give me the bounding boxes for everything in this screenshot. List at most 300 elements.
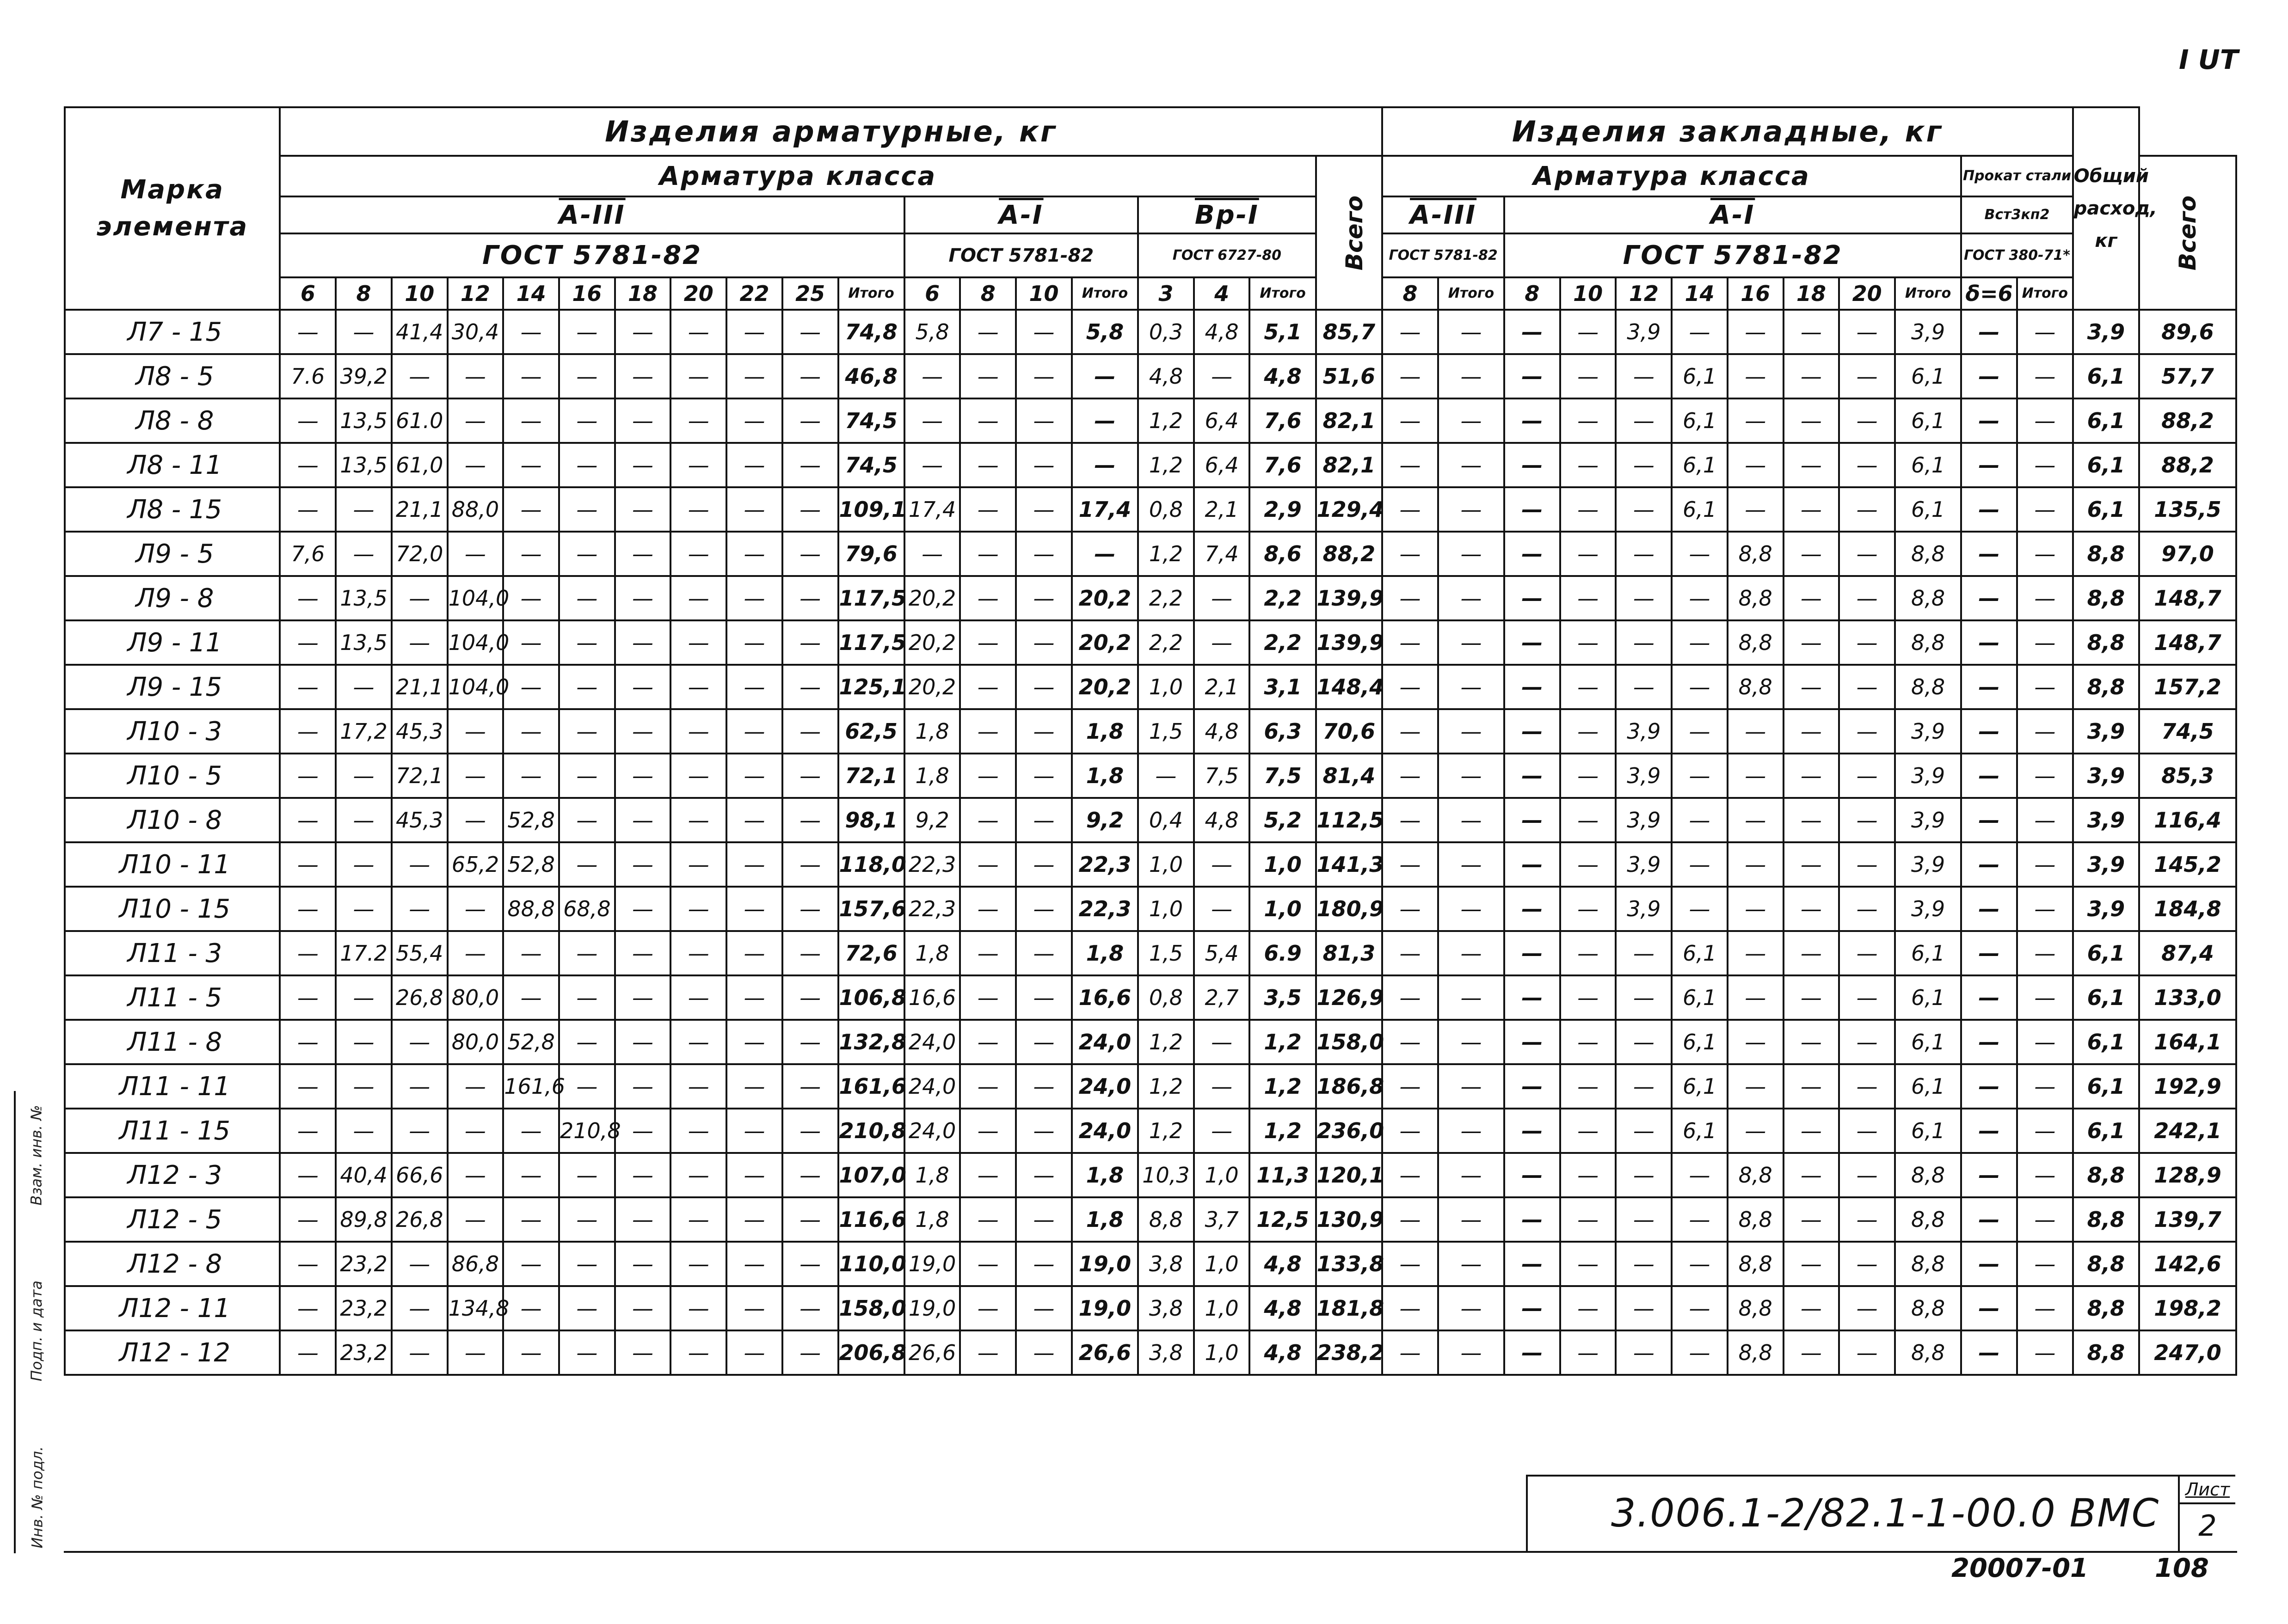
table-cell: 55,4 (392, 931, 448, 975)
table-cell: 6,1 (2073, 1109, 2139, 1153)
table-cell: — (1961, 443, 2017, 487)
table-cell: — (1560, 620, 1616, 665)
table-cell: — (2017, 1197, 2073, 1242)
table-cell: — (1194, 1064, 1250, 1109)
table-cell: 46,8 (838, 354, 904, 398)
table-cell: 6,1 (2073, 443, 2139, 487)
table-cell: — (1616, 1242, 1672, 1286)
table-cell: — (1728, 754, 1784, 798)
table-cell: — (1016, 975, 1072, 1020)
table-cell: 17,4 (1072, 487, 1138, 532)
table-cell: — (670, 931, 726, 975)
table-cell: — (1016, 887, 1072, 931)
sheet-label: Лист (2180, 1477, 2235, 1504)
table-cell: — (1672, 665, 1728, 709)
table-cell: — (1961, 798, 2017, 842)
table-cell: — (1616, 354, 1672, 398)
table-cell: — (280, 1330, 336, 1375)
table-cell: — (615, 1286, 671, 1330)
table-cell: 1,8 (1072, 754, 1138, 798)
table-cell: 7,6 (1249, 398, 1316, 443)
table-cell: — (1504, 798, 1560, 842)
table-cell: — (1438, 1242, 1504, 1286)
table-cell: — (2017, 975, 2073, 1020)
table-cell: 5,4 (1194, 931, 1250, 975)
table-cell: 3,9 (1616, 842, 1672, 887)
table-cell: — (1016, 1242, 1072, 1286)
table-cell: 81,4 (1316, 754, 1382, 798)
table-cell: — (1382, 842, 1438, 887)
table-cell: 72,6 (838, 931, 904, 975)
table-cell: — (448, 887, 504, 931)
table-cell: — (336, 1109, 392, 1153)
table-cell: — (2017, 709, 2073, 754)
table-cell: — (1382, 931, 1438, 975)
gost-6727-header: ГОСТ 6727-80 (1138, 233, 1316, 277)
table-cell: 88,2 (1316, 532, 1382, 576)
element-mark: Л10 - 15 (65, 887, 280, 931)
table-cell: — (1504, 576, 1560, 620)
table-cell: — (782, 443, 838, 487)
table-cell: — (960, 931, 1016, 975)
table-cell: 22,3 (904, 842, 960, 887)
table-cell: 112,5 (1316, 798, 1382, 842)
table-cell: 116,6 (838, 1197, 904, 1242)
table-cell: 8,8 (2073, 1286, 2139, 1330)
table-cell: — (1560, 842, 1616, 887)
table-cell: 161,6 (838, 1064, 904, 1109)
table-cell: 1,5 (1138, 931, 1194, 975)
table-cell: — (1438, 354, 1504, 398)
table-cell: — (726, 1242, 782, 1286)
table-cell: — (503, 975, 559, 1020)
table-cell: — (1839, 1020, 1895, 1064)
table-cell: 65,2 (448, 842, 504, 887)
table-cell: — (559, 443, 615, 487)
table-cell: — (670, 620, 726, 665)
table-cell: 1,2 (1138, 532, 1194, 576)
table-cell: — (726, 798, 782, 842)
a3-size-2: 10 (392, 277, 448, 310)
table-cell: — (336, 487, 392, 532)
table-cell: — (1839, 1109, 1895, 1153)
table-row (65, 1153, 2236, 1197)
table-cell: 6,1 (1895, 975, 1961, 1020)
table-cell: — (448, 754, 504, 798)
table-cell: 23,2 (336, 1286, 392, 1330)
a1-size-3: Итого (1072, 277, 1138, 310)
table-cell: — (1784, 709, 1839, 754)
table-cell: 2,2 (1249, 576, 1316, 620)
table-cell: — (1504, 1020, 1560, 1064)
table-cell: — (1382, 1197, 1438, 1242)
table-cell: — (2017, 354, 2073, 398)
table-cell: — (960, 709, 1016, 754)
table-cell: — (1560, 754, 1616, 798)
table-cell: — (1504, 620, 1560, 665)
table-cell: 2,1 (1194, 665, 1250, 709)
table-cell: — (615, 931, 671, 975)
table-cell: — (1784, 1242, 1839, 1286)
table-cell: — (1839, 487, 1895, 532)
table-cell: — (1382, 443, 1438, 487)
table-cell: — (392, 842, 448, 887)
table-cell: 22,3 (1072, 842, 1138, 887)
table-cell: — (392, 1064, 448, 1109)
table-cell: — (670, 1020, 726, 1064)
a3-size-6: 18 (615, 277, 671, 310)
table-cell: — (1438, 1286, 1504, 1330)
table-cell: 1,8 (904, 709, 960, 754)
table-cell: — (2017, 665, 2073, 709)
table-cell: — (1560, 1020, 1616, 1064)
table-cell: — (1784, 798, 1839, 842)
table-cell: 4,8 (1194, 798, 1250, 842)
table-cell: 26,8 (392, 1197, 448, 1242)
table-cell: 23,2 (336, 1330, 392, 1375)
table-cell: — (726, 354, 782, 398)
table-cell: 74,5 (2139, 709, 2236, 754)
table-cell: — (1438, 1153, 1504, 1197)
table-cell: — (1560, 487, 1616, 532)
table-cell: 3,9 (2073, 754, 2139, 798)
table-cell: — (1194, 887, 1250, 931)
table-cell: — (960, 1153, 1016, 1197)
table-cell: — (1784, 1197, 1839, 1242)
table-cell: 8,8 (1895, 576, 1961, 620)
table-cell: 8,8 (1895, 1286, 1961, 1330)
table-row (65, 842, 2236, 887)
table-cell: — (670, 975, 726, 1020)
table-cell: — (1382, 1064, 1438, 1109)
vr-size-1: 4 (1194, 277, 1250, 310)
table-cell: — (280, 842, 336, 887)
a3-size-4: 14 (503, 277, 559, 310)
table-cell: — (1728, 443, 1784, 487)
table-cell: — (1672, 1242, 1728, 1286)
table-cell: 3,1 (1249, 665, 1316, 709)
table-cell: 24,0 (1072, 1064, 1138, 1109)
table-cell: 157,2 (2139, 665, 2236, 709)
table-cell: 6,1 (1895, 443, 1961, 487)
table-cell: — (1961, 887, 2017, 931)
table-cell: — (670, 443, 726, 487)
table-cell: — (1072, 443, 1138, 487)
a3-size-7: 20 (670, 277, 726, 310)
emb-a1-size-2: 12 (1616, 277, 1672, 310)
table-cell: — (960, 576, 1016, 620)
table-cell: 8,8 (2073, 532, 2139, 576)
table-cell: — (1560, 1197, 1616, 1242)
table-cell: 79,6 (838, 532, 904, 576)
table-cell: — (670, 1286, 726, 1330)
table-cell: — (280, 1197, 336, 1242)
table-cell: — (1382, 887, 1438, 931)
table-cell: 210,8 (559, 1109, 615, 1153)
table-cell: 51,6 (1316, 354, 1382, 398)
table-cell: — (782, 754, 838, 798)
table-cell: 26,6 (1072, 1330, 1138, 1375)
table-cell: 12,5 (1249, 1197, 1316, 1242)
table-cell: 20,2 (1072, 576, 1138, 620)
table-cell: — (726, 709, 782, 754)
table-cell: — (1839, 842, 1895, 887)
table-cell: 8,8 (1728, 1242, 1784, 1286)
table-cell: — (615, 576, 671, 620)
table-cell: — (1784, 975, 1839, 1020)
table-cell: — (1784, 1020, 1839, 1064)
table-row (65, 1330, 2236, 1375)
table-cell: — (1616, 1020, 1672, 1064)
table-cell: — (960, 1330, 1016, 1375)
table-cell: 6,1 (1672, 354, 1728, 398)
table-cell: 1,0 (1194, 1286, 1250, 1330)
table-cell: 107,0 (838, 1153, 904, 1197)
table-cell: — (960, 1064, 1016, 1109)
table-cell: — (559, 931, 615, 975)
emb-a3-class-header: А-III (1382, 196, 1504, 233)
table-cell: 148,7 (2139, 576, 2236, 620)
table-cell: — (1784, 1330, 1839, 1375)
element-mark: Л12 - 5 (65, 1197, 280, 1242)
table-cell: 88,0 (448, 487, 504, 532)
a1-class-header: А-I (904, 196, 1138, 233)
table-cell: 1,8 (904, 1197, 960, 1242)
table-cell: — (782, 576, 838, 620)
table-cell: 17,4 (904, 487, 960, 532)
table-cell: 68,8 (559, 887, 615, 931)
table-cell: — (904, 532, 960, 576)
table-cell: — (1616, 1109, 1672, 1153)
table-cell: 8,8 (2073, 1330, 2139, 1375)
table-cell: — (615, 887, 671, 931)
table-cell: — (1784, 887, 1839, 931)
gost-5781-emb-header: ГОСТ 5781-82 (1504, 233, 1961, 277)
table-cell: 6,1 (1895, 398, 1961, 443)
table-cell: — (1438, 576, 1504, 620)
table-cell: — (2017, 842, 2073, 887)
table-cell: — (615, 709, 671, 754)
table-cell: — (1382, 1153, 1438, 1197)
table-cell: — (1438, 887, 1504, 931)
vsego-embedded-header (2139, 156, 2236, 310)
element-mark: Л12 - 3 (65, 1153, 280, 1197)
table-cell: 13,5 (336, 398, 392, 443)
table-cell: — (782, 798, 838, 842)
table-cell: — (1961, 532, 2017, 576)
table-cell: — (615, 487, 671, 532)
table-row (65, 975, 2236, 1020)
table-cell: — (615, 1153, 671, 1197)
table-cell: — (503, 532, 559, 576)
table-cell: — (1504, 842, 1560, 887)
table-cell: 45,3 (392, 798, 448, 842)
table-cell: — (280, 1109, 336, 1153)
table-row (65, 1197, 2236, 1242)
table-cell: 52,8 (503, 798, 559, 842)
table-cell: 19,0 (904, 1286, 960, 1330)
table-cell: — (726, 443, 782, 487)
table-cell: — (1438, 798, 1504, 842)
table-cell: 186,8 (1316, 1064, 1382, 1109)
table-cell: — (392, 1020, 448, 1064)
table-cell: 6,1 (2073, 398, 2139, 443)
table-cell: — (1961, 487, 2017, 532)
table-cell: — (1616, 398, 1672, 443)
table-cell: 110,0 (838, 1242, 904, 1286)
table-cell: 3,9 (1895, 709, 1961, 754)
table-cell: 1,8 (1072, 709, 1138, 754)
embedded-products-header: Изделия закладные, кг (1382, 107, 2073, 156)
rebar-class-embedded-header: Арматура класса (1382, 156, 1961, 196)
sheet-cell (2178, 1477, 2235, 1553)
table-cell: 8,8 (2073, 620, 2139, 665)
table-cell: — (503, 1242, 559, 1286)
table-cell: — (1382, 754, 1438, 798)
table-cell: — (1839, 532, 1895, 576)
emb-a1-size-5: 18 (1784, 277, 1839, 310)
table-cell: 61.0 (392, 398, 448, 443)
page-number: 108 (2155, 1553, 2209, 1583)
table-cell: 4,8 (1194, 310, 1250, 354)
table-cell: — (1016, 1109, 1072, 1153)
table-cell: — (1504, 975, 1560, 1020)
element-mark: Л11 - 8 (65, 1020, 280, 1064)
table-cell: — (726, 1197, 782, 1242)
table-cell: — (448, 1109, 504, 1153)
table-cell: 3,8 (1138, 1286, 1194, 1330)
table-cell: — (615, 665, 671, 709)
a3-size-0: 6 (280, 277, 336, 310)
table-cell: — (670, 354, 726, 398)
table-cell: — (1616, 620, 1672, 665)
table-cell: — (559, 665, 615, 709)
table-cell: 8,8 (1728, 1330, 1784, 1375)
table-cell: — (1672, 887, 1728, 931)
table-cell: 1,0 (1249, 842, 1316, 887)
gost-380-header: ГОСТ 380-71* (1961, 233, 2073, 277)
table-cell: 2,2 (1138, 620, 1194, 665)
table-cell: — (1616, 1286, 1672, 1330)
table-cell: — (960, 1109, 1016, 1153)
table-cell: — (503, 709, 559, 754)
table-cell: — (670, 487, 726, 532)
table-cell: — (559, 487, 615, 532)
table-cell: — (1504, 398, 1560, 443)
table-cell: 7,5 (1249, 754, 1316, 798)
table-cell: — (1616, 576, 1672, 620)
table-cell: — (392, 1330, 448, 1375)
table-cell: — (1784, 1153, 1839, 1197)
table-cell: 247,0 (2139, 1330, 2236, 1375)
table-cell: — (726, 532, 782, 576)
emb-a1-size-7: Итого (1895, 277, 1961, 310)
table-cell: — (392, 1242, 448, 1286)
table-cell: 161,6 (503, 1064, 559, 1109)
table-row (65, 443, 2236, 487)
table-cell: 139,7 (2139, 1197, 2236, 1242)
table-cell: — (726, 1064, 782, 1109)
table-cell: — (1961, 354, 2017, 398)
table-cell: — (960, 1197, 1016, 1242)
vr-size-0: 3 (1138, 277, 1194, 310)
table-cell: 4,8 (1249, 1286, 1316, 1330)
table-cell: — (615, 798, 671, 842)
table-cell: — (1961, 842, 2017, 887)
element-mark: Л10 - 3 (65, 709, 280, 754)
total-consumption-header: Общий расход, кг (2073, 107, 2139, 310)
table-cell: — (559, 310, 615, 354)
table-cell: — (960, 975, 1016, 1020)
table-cell: — (1194, 842, 1250, 887)
table-cell: 52,8 (503, 1020, 559, 1064)
table-cell: 13,5 (336, 620, 392, 665)
table-cell: — (1072, 354, 1138, 398)
table-cell: — (1560, 709, 1616, 754)
table-cell: — (615, 620, 671, 665)
table-row (65, 1064, 2236, 1109)
element-mark: Л9 - 8 (65, 576, 280, 620)
table-cell: — (1672, 1153, 1728, 1197)
table-cell: — (1728, 310, 1784, 354)
table-cell: — (336, 754, 392, 798)
table-cell: — (1016, 620, 1072, 665)
table-cell: — (2017, 487, 2073, 532)
table-cell: — (280, 1020, 336, 1064)
table-cell: 8,8 (1895, 620, 1961, 665)
table-cell: — (1672, 1286, 1728, 1330)
table-cell: 74,8 (838, 310, 904, 354)
table-cell: 6,1 (1672, 398, 1728, 443)
table-cell: 148,7 (2139, 620, 2236, 665)
table-cell: — (336, 1064, 392, 1109)
table-cell: 148,4 (1316, 665, 1382, 709)
table-cell: — (615, 443, 671, 487)
table-cell: — (1382, 1109, 1438, 1153)
table-cell: — (960, 310, 1016, 354)
table-row (65, 354, 2236, 398)
table-cell: 8,8 (2073, 1153, 2139, 1197)
table-cell: — (559, 620, 615, 665)
table-cell: — (1784, 1286, 1839, 1330)
table-cell: — (615, 1109, 671, 1153)
table-cell: 1,2 (1138, 398, 1194, 443)
table-cell: — (280, 754, 336, 798)
table-cell: — (1438, 1020, 1504, 1064)
table-cell: — (726, 1020, 782, 1064)
a3-size-8: 22 (726, 277, 782, 310)
table-cell: — (1560, 1109, 1616, 1153)
table-cell: — (1839, 354, 1895, 398)
table-cell: — (726, 310, 782, 354)
table-cell: 3,9 (2073, 842, 2139, 887)
table-cell: 23,2 (336, 1242, 392, 1286)
table-row (65, 931, 2236, 975)
table-cell: 3,9 (1616, 798, 1672, 842)
table-cell: — (782, 887, 838, 931)
table-cell: 135,5 (2139, 487, 2236, 532)
table-cell: — (1839, 576, 1895, 620)
table-cell: 242,1 (2139, 1109, 2236, 1153)
table-cell: 129,4 (1316, 487, 1382, 532)
a3-size-3: 12 (448, 277, 504, 310)
table-cell: — (559, 1330, 615, 1375)
table-cell: 132,8 (838, 1020, 904, 1064)
table-cell: — (1672, 1197, 1728, 1242)
table-cell: — (1382, 398, 1438, 443)
table-cell: — (1504, 1197, 1560, 1242)
table-cell: 0,4 (1138, 798, 1194, 842)
